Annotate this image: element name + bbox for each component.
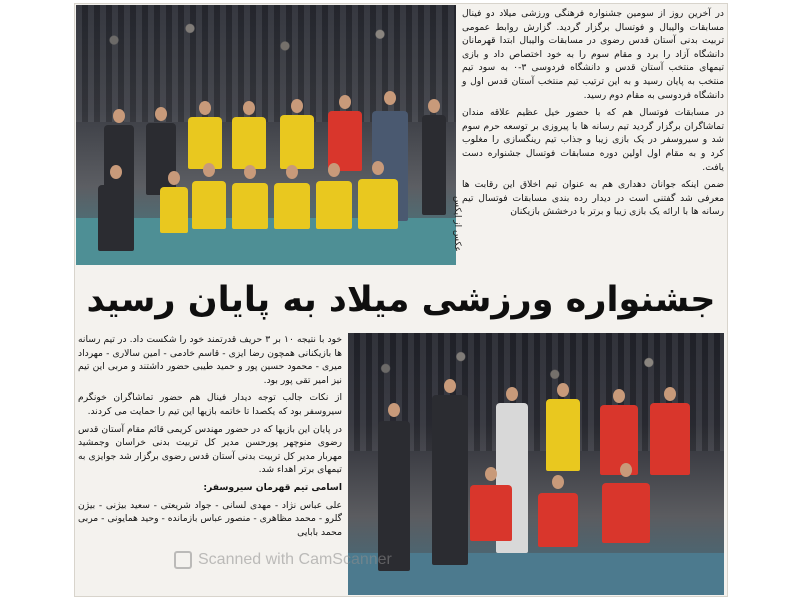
paragraph: از نکات جالب توجه دیدار فینال هم حضور تماشاگران خونگرم سیروسفر بود که یکصدا تا خاتمه بازیها این تیم را حمایت می کردند. xyxy=(78,392,342,417)
scanner-watermark xyxy=(174,551,474,571)
photo-credit: عکس از ایکس xyxy=(452,196,462,252)
article-top-column xyxy=(462,7,724,277)
paragraph: خود با نتیجه ۱۰ بر ۳ حریف قدرتمند خود را شکست داد. در تیم رسانه ها بازیکنانی همچون رضا ایزی - قاسم خادمی - امین سالاری - مهرداد میری - محمود حسین پور و حمید طیبی حضور داشتند و مربی این تیم نیز امیر تقی پور بود. xyxy=(78,334,343,386)
newspaper-clipping xyxy=(74,3,728,597)
camscanner-logo-icon xyxy=(174,551,192,569)
paragraph: اسامی تیم قهرمان سیروسفر: xyxy=(203,481,342,493)
team-photo-top xyxy=(76,5,456,265)
paragraph: در پایان این بازیها که در حضور مهندس کریمی قائم مقام آستان قدس رضوی منوچهر پورحسن مدیر کل تربیت بدنی خراسان وجمشید مهربار مدیر کل تربیت بدنی آستان قدس رضوی برگزار شد جوایزی به تیمهای برتر اهداء شد. xyxy=(78,423,342,476)
paragraph: علی عباس نژاد - مهدی لسانی - جواد شریعتی - سعید بیژنی - بیژن گلرو - محمد مظاهری - منصور عباس بازمانده - وحید همایونی - مربی محمد بابایی xyxy=(78,499,342,538)
paragraph: در مسابقات فوتسال هم که با حضور خیل عظیم علاقه مندان تماشاگران برگزار گردید تیم رسانه ها با پیروزی بر توسعه حرم سوم شد و سیروسفر در یک بازی زیبا و جذاب تیم رینگسازی را مغلوب کرد و به مقام اول اولین دوره مسابقات فوتسال جشنواره دست یافت. xyxy=(462,107,724,173)
watermark-text: Scanned with CamScanner xyxy=(198,551,392,569)
article-headline: جشنواره ورزشی میلاد به پایان رسید xyxy=(86,280,716,320)
paragraph: در آخرین روز از سومین جشنواره فرهنگی ورزشی میلاد دو فینال مسابقات والیبال و فوتسال برگزار گردید. گزارش روابط عمومی تربیت بدنی آستان قدس رضوی در مسابقات والیبال ابتدا قهرمانان دانشگاه آزاد را برد و مقام سوم را به خود اختصاص داد و بازی تیمهای منتخب آستان قدس و دانشگاه فردوسی ۳-۰ به سود تیم منتخب به پایان رسید و به این ترتیب تیم منتخب آستان قدس اول و دانشگاه فردوسی به مقام دوم رسید. xyxy=(462,8,724,101)
paragraph: ضمن اینکه جوانان دهداری هم به عنوان تیم اخلاق این رقابت ها معرفی شد گفتنی است در دیدار رده بندی مسابقات فوتسال تیم رسانه ها با ارائه یک بازی زیبا و برتر با درخشش بازیکنان xyxy=(462,179,724,218)
crowd-background xyxy=(76,5,456,122)
